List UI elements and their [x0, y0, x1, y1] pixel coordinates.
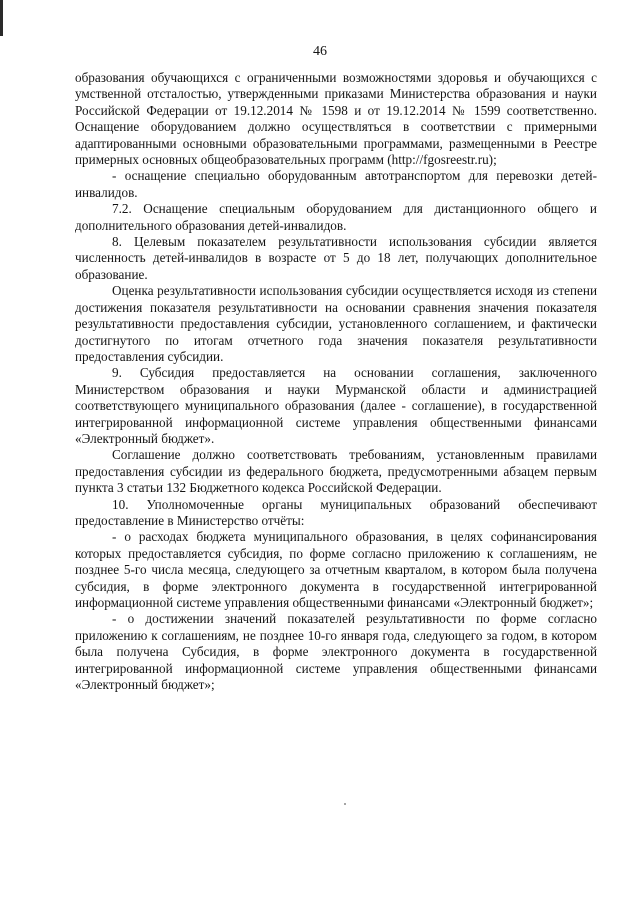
page-number: 46	[313, 44, 327, 59]
paragraph-results-report: - о достижении значений показателей результативности по форме согласно приложению к соглашениям, не позднее 10-го января года, следующего за годом, в котором была получена Субсидия, в форме электронного документа в государственной интегрированной информационной системе управления общественными финансами «Электронный бюджет»;	[75, 611, 597, 693]
paragraph-9: 9. Субсидия предоставляется на основании соглашения, заключенного Министерством образования и науки Мурманской области и администрацией соответствующего муниципального образования (далее - соглашение), в государственной интегрированной информационной системе управления общественными финансами «Электронный бюджет».	[75, 365, 597, 446]
paragraph-7-2: 7.2. Оснащение специальным оборудованием для дистанционного общего и дополнительного образования детей-инвалидов.	[75, 201, 597, 233]
document-body	[75, 70, 597, 693]
scan-speck	[344, 803, 346, 805]
paragraph-expenses-report: - о расходах бюджета муниципального образования, в целях софинансирования которых предоставляется субсидия, по форме согласно приложению к соглашениям, не позднее 5-го числа месяца, следующего за отчетным кварталом, в котором была получена субсидия, в форме электронного документа в государственной интегрированной информационной системе управления общественными финансами «Электронный бюджет»;	[75, 529, 597, 610]
paragraph-evaluation: Оценка результативности использования субсидии осуществляется исходя из степени достижения показателя результативности на основании сравнения значения показателя результативности предоставления субсидии, установленного соглашением, и фактически достигнутого по итогам отчетного года значения показателя результативности предоставления субсидии.	[75, 283, 597, 364]
binding-edge-mark	[0, 0, 3, 36]
paragraph-agreement: Соглашение должно соответствовать требованиям, установленным правилами предоставления субсидии из федерального бюджета, предусмотренными абзацем первым пункта 3 статьи 132 Бюджетного кодекса Российской Федерации.	[75, 447, 597, 496]
paragraph-8: 8. Целевым показателем результативности использования субсидии является численность детей-инвалидов в возрасте от 5 до 18 лет, получающих дополнительное образование.	[75, 234, 597, 282]
paragraph-10: 10. Уполномоченные органы муниципальных образований обеспечивают предоставление в Министерство отчёты:	[75, 496, 597, 528]
paragraph-transport: - оснащение специально оборудованным автотранспортом для перевозки детей-инвалидов.	[75, 168, 597, 200]
paragraph-continuation: образования обучающихся с ограниченными возможностями здоровья и обучающихся с умственной отсталостью, утвержденными приказами Министерства образования и науки Российской Федерации от 19.12.2014 № 1598 и от 19.12.2014 № 1599 соответственно. Оснащение оборудованием должно осуществляться в соответствии с примерными адаптированными основными образовательными программами, размещенными в Реестре примерных основных общеобразовательных программ (http://fgosreestr.ru);	[75, 70, 597, 168]
